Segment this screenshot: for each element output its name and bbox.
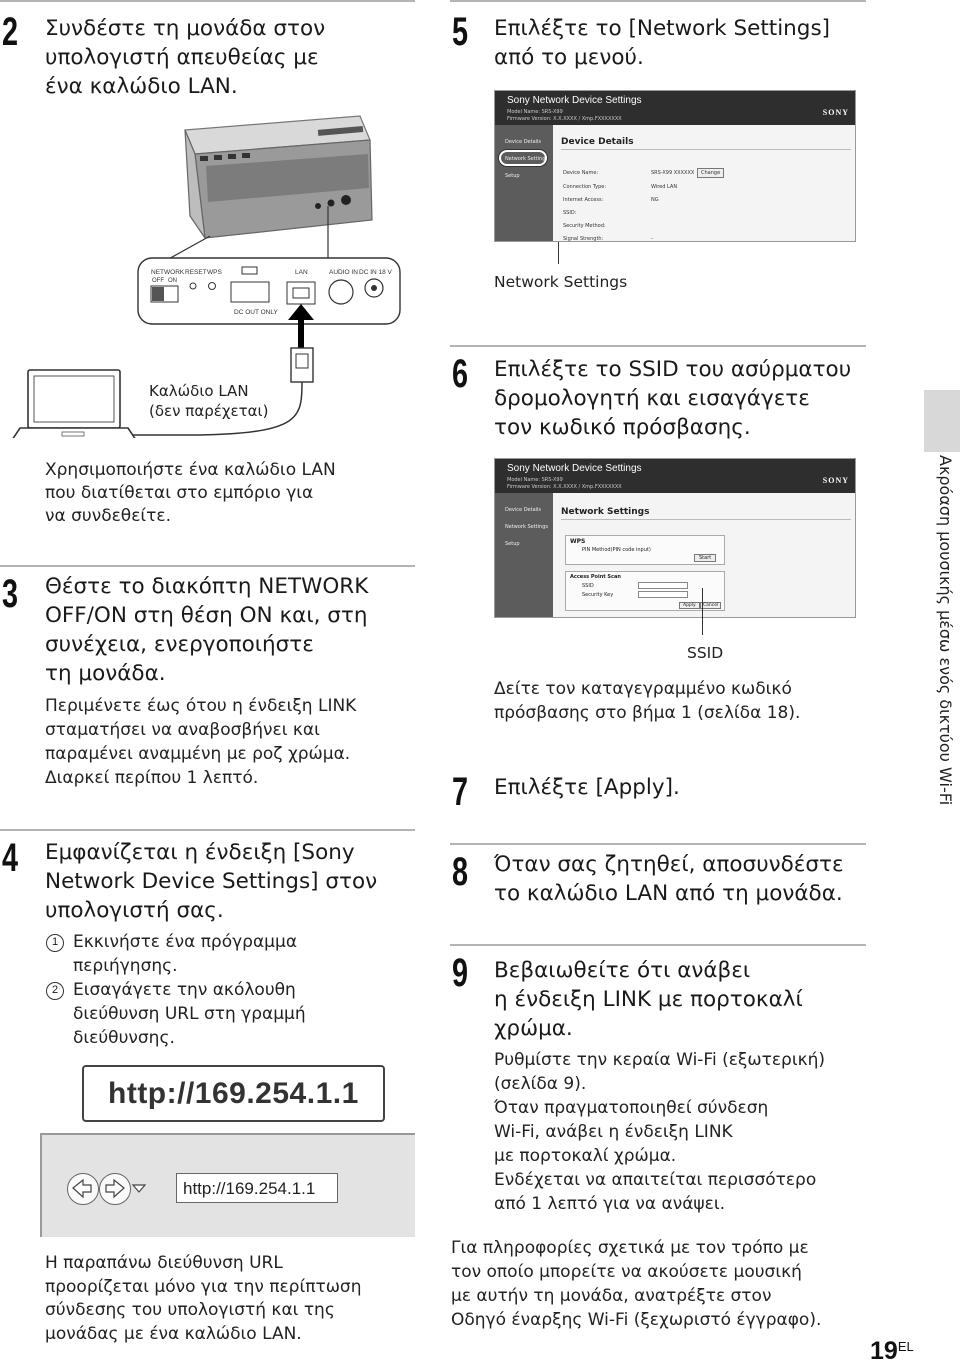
network-settings-caption: Network Settings: [494, 273, 628, 291]
step-number: 2: [2, 10, 19, 54]
menu-item-network-settings[interactable]: Network Settings: [505, 156, 548, 162]
menu-item-setup[interactable]: Setup: [505, 173, 520, 179]
page-number-value: 19: [870, 1337, 898, 1365]
side-tab: [924, 390, 960, 452]
url-note: Η παραπάνω διεύθυνση URL προορίζεται μόνο για την περίπτωση σύνδεσης του υπολογιστή και της μονάδας με ένα καλώδιο LAN.: [45, 1253, 362, 1344]
url-text: http://169.254.1.1: [108, 1077, 359, 1110]
address-bar[interactable]: [176, 1173, 338, 1203]
row-label: Security Method:: [563, 223, 606, 229]
history-dropdown-icon[interactable]: [132, 1184, 146, 1194]
ssid-label: SSID: [582, 583, 594, 589]
step-title: Βεβαιωθείτε ότι ανάβει η ένδειξη LINK με πορτοκαλί χρώμα.: [494, 958, 803, 1041]
menu-item-network-settings[interactable]: Network Settings: [505, 524, 548, 530]
step-title: Συνδέστε τη μονάδα στον υπολογιστή απευθείας με ένα καλώδιο LAN.: [45, 16, 326, 99]
step-number: 3: [2, 572, 19, 616]
step-title: Εμφανίζεται η ένδειξη [Sony Network Device Settings] στον υπολογιστή σας.: [45, 840, 378, 923]
substep-number: 1: [46, 934, 64, 952]
step-number: 9: [452, 951, 469, 995]
step-title: Επιλέξτε [Apply].: [494, 775, 680, 800]
row-value: Wired LAN: [651, 184, 678, 190]
sony-logo: SONY: [822, 476, 849, 485]
rule-step6: [450, 345, 866, 347]
apply-button[interactable]: Apply: [679, 602, 700, 609]
step-title: Θέστε το διακόπτη NETWORK OFF/ON στη θέση ON και, στη συνέχεια, ενεργοποιήστε τη μονάδα.: [45, 574, 369, 686]
cable-note: Χρησιμοποιήστε ένα καλώδιο LAN που διατίθεται στο εμπόριο για να συνδεθείτε.: [45, 460, 336, 526]
label-lan: LAN: [295, 269, 308, 276]
top-rule-right: [450, 0, 866, 2]
forward-button[interactable]: [99, 1173, 131, 1205]
label-reset: RESET: [185, 269, 207, 276]
ap-scan-label: Access Point Scan: [570, 574, 621, 580]
page-lang: EL: [897, 1339, 914, 1354]
cable-caption: Καλώδιο LAN (δεν παρέχεται): [149, 382, 269, 420]
substep-1: Εκκινήστε ένα πρόγραμμα περιήγησης.: [73, 932, 298, 976]
speaker-unit: [185, 116, 372, 238]
step-body: Ρυθμίστε την κεραία Wi-Fi (εξωτερική) (σελίδα 9). Όταν πραγματοποιηθεί σύνδεση Wi-Fi, ανάβει η ένδειξη LINK με πορτοκαλί χρώμα. Ενδέχεται να απαιτείται περισσότερο από 1 λεπτό για να ανάψει.: [494, 1050, 826, 1214]
label-network: NETWORK: [151, 269, 185, 276]
model-name: Model Name: SRS-X99: [507, 109, 563, 115]
substep-2: Εισαγάγετε την ακόλουθη διεύθυνση URL στη γραμμή διεύθυνσης.: [73, 980, 306, 1048]
step-number: 8: [452, 850, 469, 894]
back-arrow-icon: [68, 1174, 97, 1203]
wps-box: [565, 535, 725, 565]
wps-method: PIN Method(PIN code input): [582, 547, 651, 553]
rule-step4: [0, 829, 415, 831]
change-button[interactable]: Change: [697, 168, 724, 178]
step-number: 4: [2, 836, 19, 880]
label-wps: WPS: [207, 269, 222, 276]
wps-label: WPS: [570, 538, 586, 545]
sony-logo: SONY: [822, 108, 849, 117]
footer-note: Για πληροφορίες σχετικά με τον τρόπο με τον οποίο μπορείτε να ακούσετε μουσική με αυτήν τη μονάδα, ανατρέξτε στον Οδηγό έναρξης Wi-Fi (ξεχωριστό έγγραφο).: [451, 1238, 822, 1330]
menu-item-device-details[interactable]: Device Details: [505, 507, 542, 513]
screenshot-device-details: [494, 90, 856, 242]
step-body: Περιμένετε έως ότου η ένδειξη LINK σταματήσει να αναβοσβήνει και παραμένει αναμμένη με ροζ χρώμα. Διαρκεί περίπου 1 λεπτό.: [45, 696, 357, 788]
row-label: Internet Access:: [563, 197, 604, 203]
step-number: 7: [452, 770, 469, 814]
forward-arrow-icon: [100, 1174, 129, 1203]
settings-menu: [495, 125, 553, 241]
row-label: SSID:: [563, 210, 577, 216]
step6-note: Δείτε τον καταγεγραμμένο κωδικό πρόσβασης στο βήμα 1 (σελίδα 18).: [494, 679, 801, 723]
top-rule-left: [0, 0, 415, 2]
substep-number: 2: [46, 982, 64, 1000]
step-title: Επιλέξτε το SSID του ασύρματου δρομολογητή και εισαγάγετε τον κωδικό πρόσβασης.: [494, 357, 852, 440]
rule-step8: [450, 843, 866, 845]
step-number: 6: [452, 352, 469, 396]
model-name: Model Name: SRS-X99: [507, 477, 563, 483]
step-title: Όταν σας ζητηθεί, αποσυνδέστε το καλώδιο LAN από τη μονάδα.: [494, 852, 844, 906]
app-title: Sony Network Device Settings: [507, 95, 642, 106]
back-button[interactable]: [67, 1173, 99, 1205]
label-off: OFF: [152, 278, 164, 284]
row-value: -: [651, 236, 653, 242]
ssid-caption: SSID: [687, 644, 724, 662]
row-label: Connection Type:: [563, 184, 607, 190]
row-label: Device Name:: [563, 170, 599, 176]
rule-step3: [0, 565, 415, 567]
app-title: Sony Network Device Settings: [507, 463, 642, 474]
start-button[interactable]: Start: [694, 554, 716, 562]
firmware-version: Firmware Version: X.X.XXXX / Xmp.FXXXXXXX: [507, 484, 622, 490]
cancel-button[interactable]: Cancel: [700, 602, 721, 609]
menu-item-setup[interactable]: Setup: [505, 541, 520, 547]
app-header: [495, 91, 855, 125]
row-value: NG: [651, 197, 659, 203]
row-label: Signal Strength:: [563, 236, 604, 242]
network-settings-highlight: [499, 150, 547, 166]
laptop-icon: [12, 370, 136, 438]
address-bar-text: http://169.254.1.1: [183, 1179, 316, 1198]
ssid-select[interactable]: [638, 582, 688, 589]
label-audio-in: AUDIO IN: [329, 269, 358, 276]
step-title: Επιλέξτε το [Network Settings] από το μενού.: [494, 16, 831, 70]
label-dc-in: DC IN 18 V: [359, 269, 392, 276]
side-tab-label: Ακρόαση μουσικής μέσω ενός δικτύου Wi-Fi: [936, 455, 955, 806]
ap-scan-box: [565, 571, 725, 611]
row-value: SRS-X99 XXXXXX: [651, 170, 695, 176]
label-on: ON: [168, 278, 177, 284]
screenshot-network-settings: [494, 458, 856, 618]
panel-heading: Device Details: [561, 137, 634, 147]
security-key-label: Security Key: [582, 592, 614, 598]
label-dc-out: DC OUT ONLY: [234, 309, 278, 316]
callout-line: [702, 588, 703, 635]
app-header: [495, 459, 855, 493]
browser-mockup: [40, 1133, 415, 1237]
callout-line: [558, 242, 559, 264]
rule-step9: [450, 944, 866, 946]
panel-heading: Network Settings: [561, 507, 650, 517]
firmware-version: Firmware Version: X.X.XXXX / Xmp.FXXXXXXX: [507, 116, 622, 122]
back-panel: [138, 258, 400, 324]
url-box: [82, 1065, 385, 1122]
step-number: 5: [452, 10, 469, 54]
menu-item-device-details[interactable]: Device Details: [505, 139, 542, 145]
page-number: [870, 1337, 914, 1366]
security-key-input[interactable]: [638, 591, 688, 598]
settings-menu: [495, 493, 553, 617]
